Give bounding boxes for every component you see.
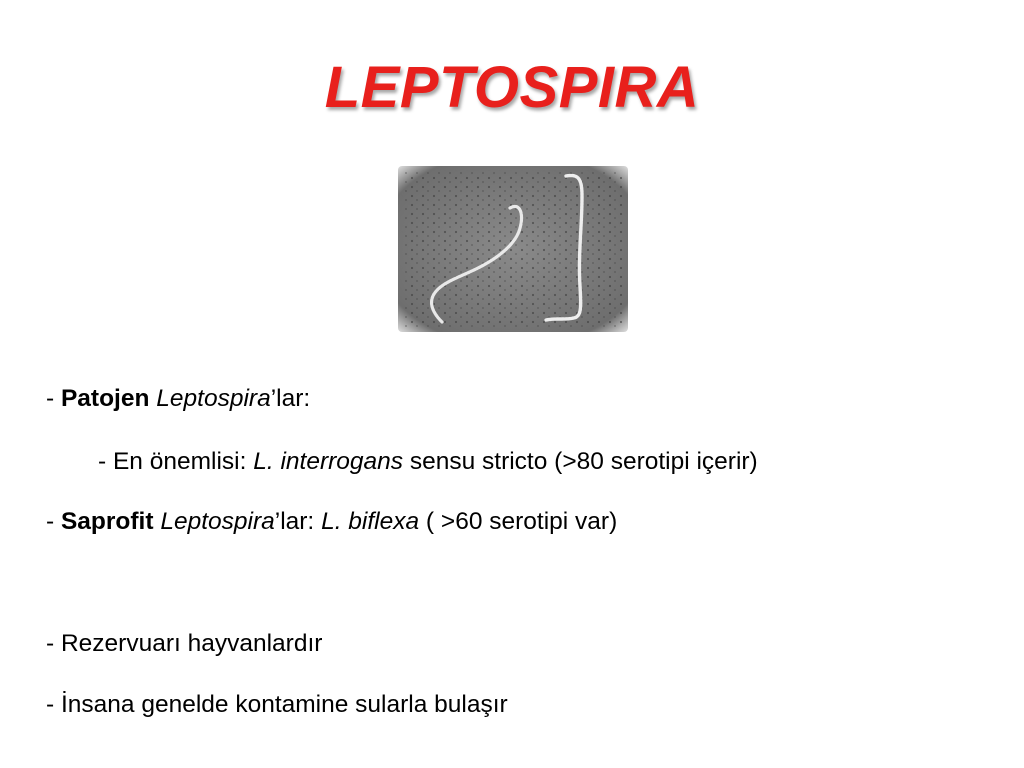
bullet-reservoir: - Rezervuarı hayvanlardır bbox=[46, 630, 323, 657]
bold-term: Saprofit bbox=[60, 508, 154, 535]
text-mid: ’lar: bbox=[274, 508, 322, 535]
text-rest: ’lar: bbox=[270, 385, 311, 412]
leptospira-micrograph-image bbox=[398, 166, 628, 332]
bold-term: Patojen bbox=[60, 385, 150, 412]
italic-term-2: L. biflexa bbox=[321, 508, 420, 535]
italic-term: Leptospira bbox=[160, 508, 275, 535]
text-rest: sensu stricto (>80 serotipi içerir) bbox=[403, 448, 758, 475]
italic-term: L. interrogans bbox=[253, 448, 404, 475]
sub-bullet-interrogans bbox=[98, 448, 758, 476]
bullet-pathogenic bbox=[46, 385, 310, 413]
bullet-saprophytic bbox=[46, 508, 617, 536]
bullet-dash: - bbox=[46, 385, 61, 412]
slide-title: LEPTOSPIRA bbox=[324, 55, 700, 120]
text-prefix: - En önemlisi: bbox=[98, 448, 254, 475]
leptospira-micrograph-icon bbox=[398, 166, 628, 332]
bullet-transmission: - İnsana genelde kontamine sularla bulaşır bbox=[46, 691, 508, 718]
bullet-dash: - bbox=[46, 508, 61, 535]
italic-term: Leptospira bbox=[156, 385, 271, 412]
text-rest: ( >60 serotipi var) bbox=[419, 508, 618, 535]
